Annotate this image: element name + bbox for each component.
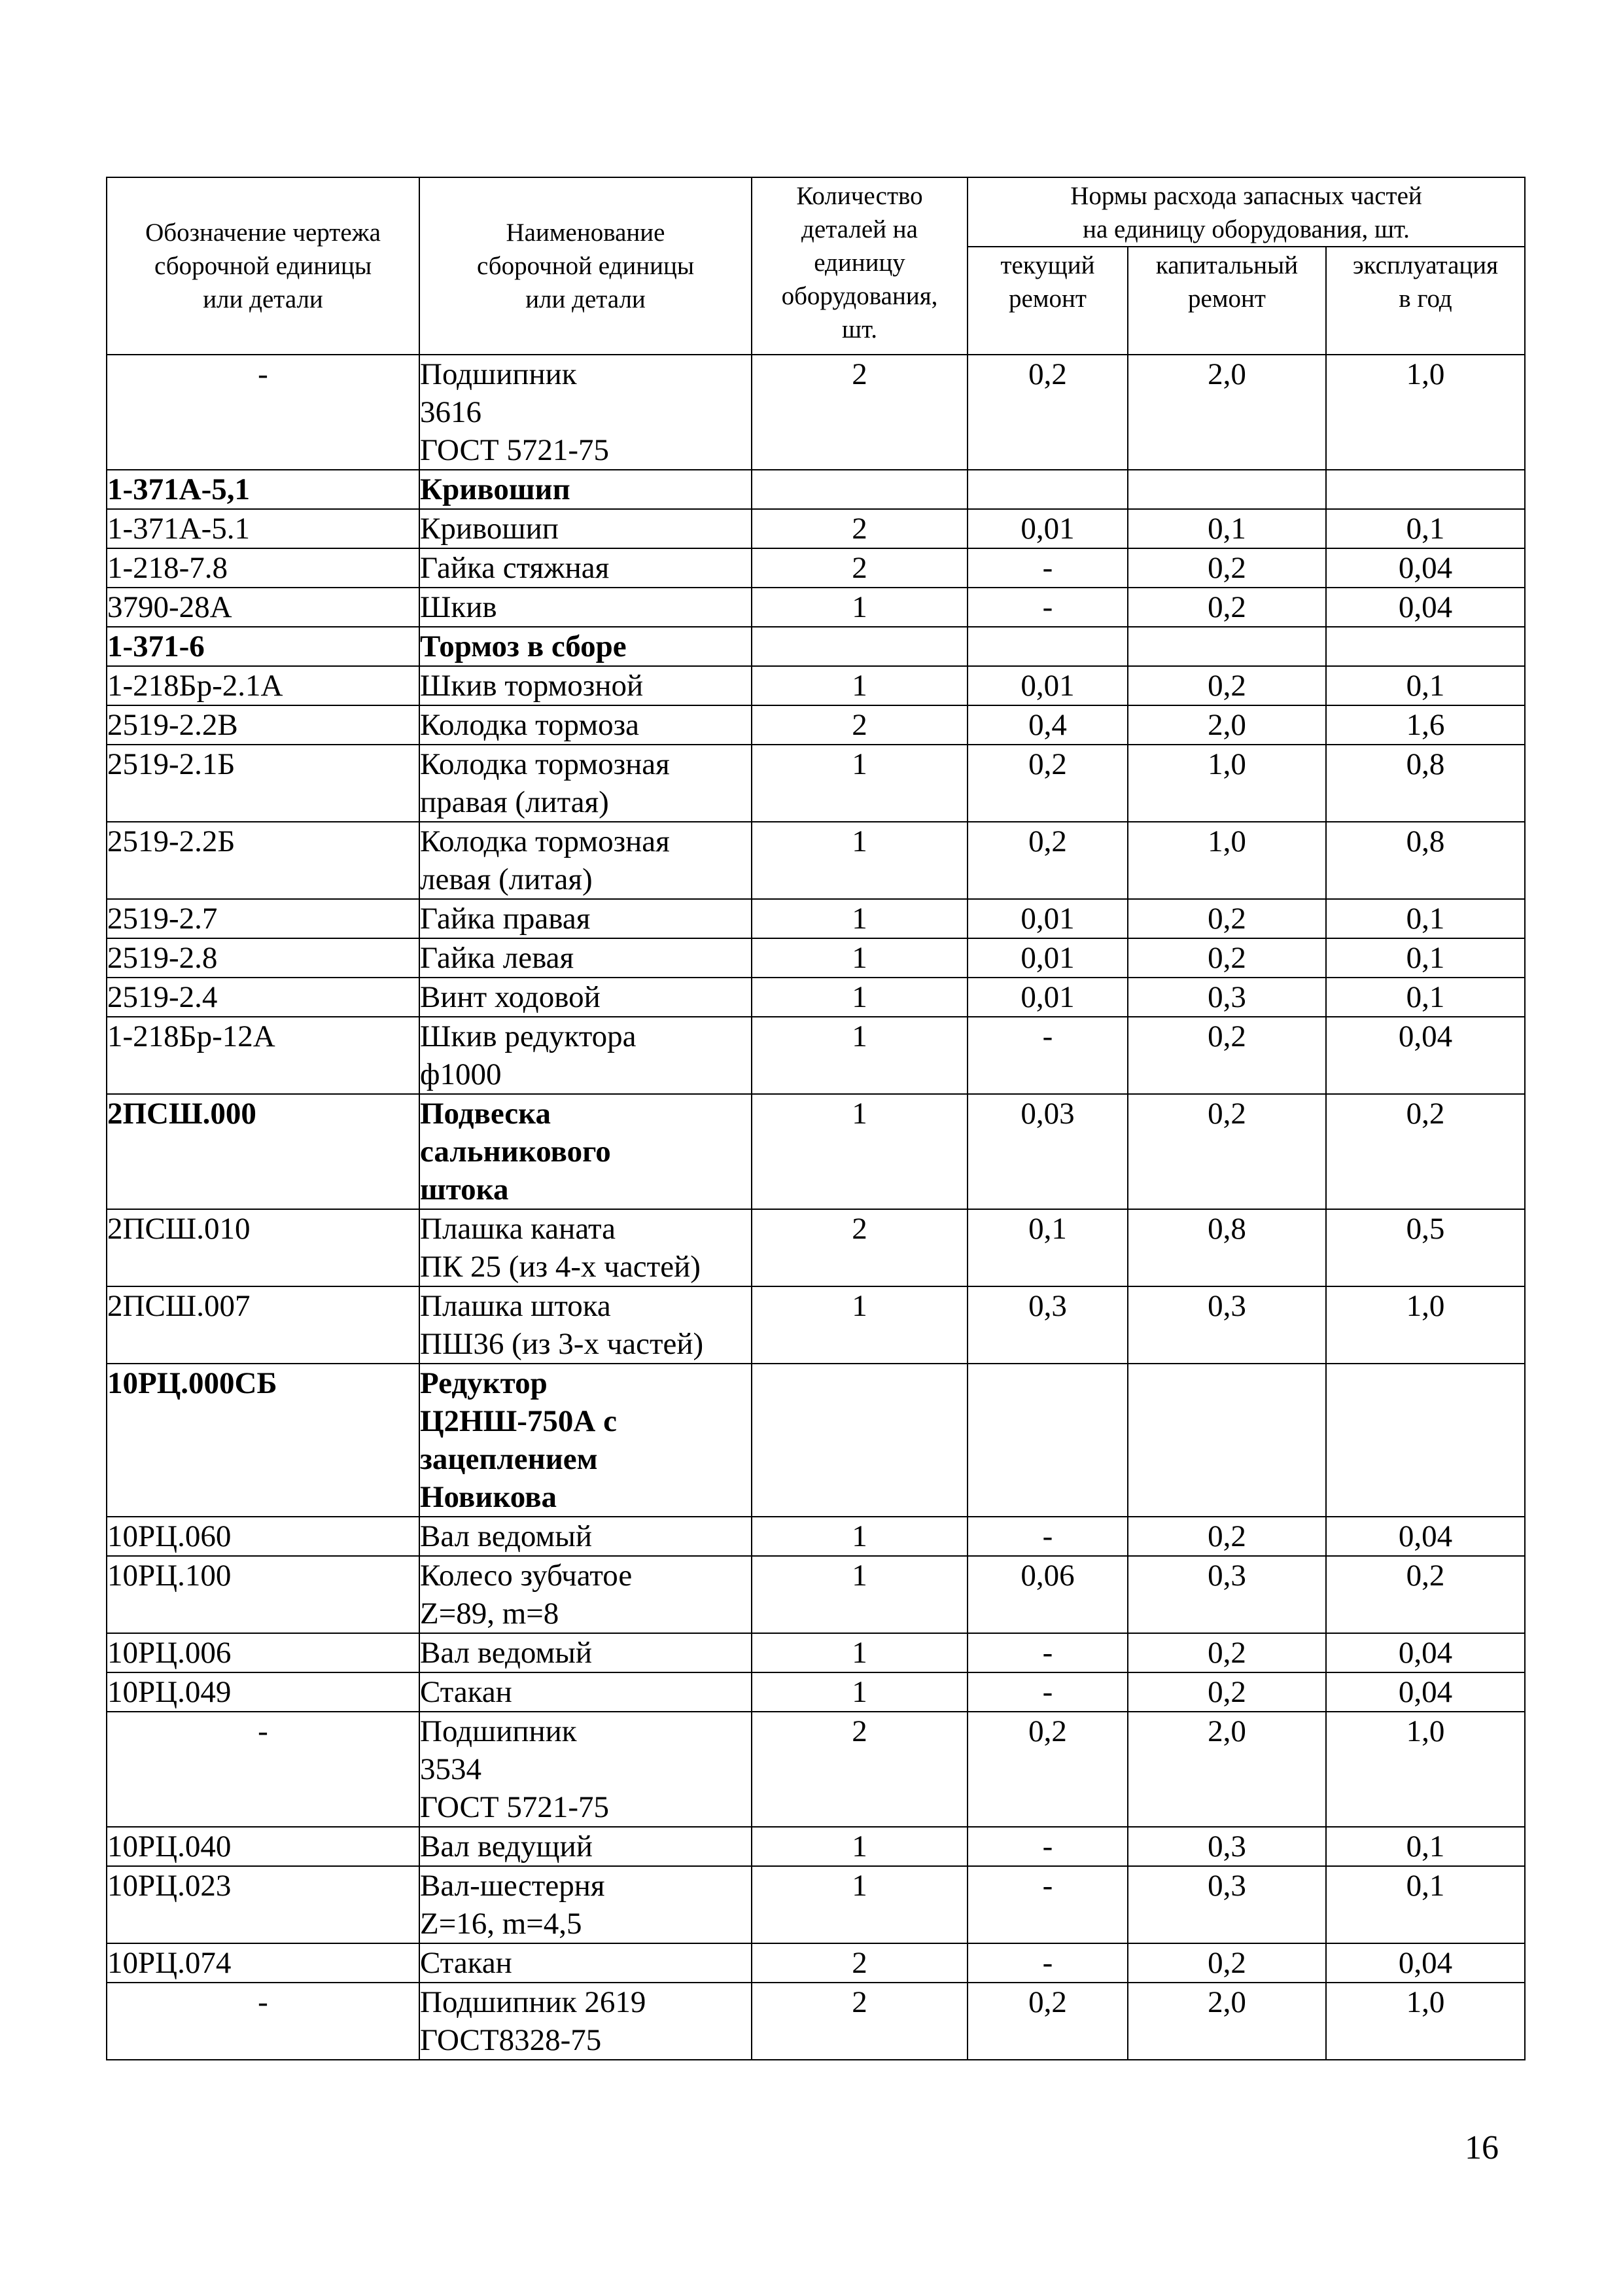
spare-parts-table xyxy=(106,177,1526,2060)
cell-designation: 10РЦ.049 xyxy=(107,1672,419,1712)
cell-name-line: Вал-шестерня xyxy=(420,1869,605,1903)
cell-operation-per-year: 0,2 xyxy=(1326,1556,1525,1633)
cell-capital-repair: 0,2 xyxy=(1128,1017,1326,1094)
cell-operation-per-year: 0,04 xyxy=(1326,1633,1525,1672)
table-row xyxy=(107,1556,1525,1633)
cell-name-line: Z=89, m=8 xyxy=(420,1597,559,1631)
cell-capital-repair: 0,2 xyxy=(1128,548,1326,588)
header-name: Наименование сборочной единицы или детали xyxy=(419,177,752,355)
cell-capital-repair: 0,1 xyxy=(1128,509,1326,548)
cell-name-line: Стакан xyxy=(420,1946,512,1980)
cell-current-repair: - xyxy=(968,548,1128,588)
table-row xyxy=(107,470,1525,509)
cell-quantity: 1 xyxy=(752,588,968,627)
cell-name-line: ГОСТ 5721-75 xyxy=(420,433,609,467)
cell-capital-repair xyxy=(1128,470,1326,509)
cell-name xyxy=(419,745,752,822)
cell-designation: - xyxy=(107,355,419,470)
cell-capital-repair: 0,8 xyxy=(1128,1209,1326,1286)
cell-name xyxy=(419,1712,752,1827)
cell-designation: 2519-2.7 xyxy=(107,899,419,938)
cell-operation-per-year: 1,0 xyxy=(1326,1286,1525,1364)
cell-designation: 10РЦ.060 xyxy=(107,1517,419,1556)
cell-name-line: Гайка стяжная xyxy=(420,551,610,585)
cell-capital-repair: 0,2 xyxy=(1128,1672,1326,1712)
cell-name-line: Винт ходовой xyxy=(420,980,601,1014)
table-row xyxy=(107,355,1525,470)
table-row xyxy=(107,509,1525,548)
cell-name xyxy=(419,978,752,1017)
table-row xyxy=(107,1983,1525,2060)
table-row xyxy=(107,1364,1525,1517)
cell-name-line: Плашка штока xyxy=(420,1289,611,1323)
cell-designation: 3790-28А xyxy=(107,588,419,627)
cell-designation: 10РЦ.023 xyxy=(107,1866,419,1943)
cell-name xyxy=(419,1286,752,1364)
cell-current-repair: 0,2 xyxy=(968,355,1128,470)
cell-name-line: левая (литая) xyxy=(420,862,593,896)
cell-name xyxy=(419,899,752,938)
cell-capital-repair: 0,3 xyxy=(1128,1827,1326,1866)
cell-designation: 10РЦ.006 xyxy=(107,1633,419,1672)
cell-name xyxy=(419,705,752,745)
cell-quantity: 1 xyxy=(752,1633,968,1672)
cell-designation: 2ПСШ.000 xyxy=(107,1094,419,1209)
cell-designation: 1-218Бр-2.1А xyxy=(107,666,419,705)
cell-operation-per-year xyxy=(1326,627,1525,666)
cell-capital-repair: 0,2 xyxy=(1128,666,1326,705)
table-row xyxy=(107,745,1525,822)
cell-name xyxy=(419,355,752,470)
cell-current-repair: - xyxy=(968,588,1128,627)
table-row xyxy=(107,1943,1525,1983)
cell-operation-per-year: 0,8 xyxy=(1326,822,1525,899)
table-header xyxy=(107,177,1525,355)
cell-quantity: 2 xyxy=(752,1712,968,1827)
cell-designation: 2519-2.2Б xyxy=(107,822,419,899)
cell-quantity: 1 xyxy=(752,1672,968,1712)
cell-current-repair: - xyxy=(968,1517,1128,1556)
cell-designation: - xyxy=(107,1712,419,1827)
cell-capital-repair: 0,2 xyxy=(1128,1633,1326,1672)
cell-capital-repair: 2,0 xyxy=(1128,1712,1326,1827)
cell-current-repair: 0,01 xyxy=(968,978,1128,1017)
cell-name-line: 3534 xyxy=(420,1752,481,1786)
cell-name-line: Вал ведущий xyxy=(420,1829,593,1863)
cell-current-repair: 0,2 xyxy=(968,745,1128,822)
cell-capital-repair: 0,3 xyxy=(1128,1866,1326,1943)
header-quantity: Количество деталей на единицу оборудования, шт. xyxy=(752,177,968,355)
cell-name-line: сальникового xyxy=(420,1135,611,1169)
cell-current-repair: 0,1 xyxy=(968,1209,1128,1286)
cell-name xyxy=(419,1827,752,1866)
cell-current-repair: 0,2 xyxy=(968,822,1128,899)
cell-operation-per-year xyxy=(1326,1364,1525,1517)
cell-name-line: Подшипник xyxy=(420,1714,577,1748)
cell-current-repair: - xyxy=(968,1672,1128,1712)
table-row xyxy=(107,1866,1525,1943)
table-row xyxy=(107,822,1525,899)
page-number: 16 xyxy=(1465,2129,1499,2166)
cell-quantity: 1 xyxy=(752,899,968,938)
cell-name-line: ф1000 xyxy=(420,1057,502,1091)
cell-name xyxy=(419,938,752,978)
table-row xyxy=(107,1286,1525,1364)
cell-designation: 2519-2.2В xyxy=(107,705,419,745)
cell-quantity: 1 xyxy=(752,978,968,1017)
cell-name xyxy=(419,627,752,666)
table-row xyxy=(107,1094,1525,1209)
cell-current-repair xyxy=(968,470,1128,509)
cell-name xyxy=(419,1672,752,1712)
cell-operation-per-year: 0,04 xyxy=(1326,548,1525,588)
cell-name xyxy=(419,1556,752,1633)
cell-operation-per-year: 0,5 xyxy=(1326,1209,1525,1286)
cell-quantity xyxy=(752,470,968,509)
cell-name-line: Вал ведомый xyxy=(420,1519,592,1553)
cell-quantity: 1 xyxy=(752,822,968,899)
cell-quantity: 1 xyxy=(752,666,968,705)
cell-quantity: 1 xyxy=(752,1286,968,1364)
cell-designation: 1-218Бр-12А xyxy=(107,1017,419,1094)
cell-operation-per-year: 1,0 xyxy=(1326,1983,1525,2060)
cell-name xyxy=(419,1633,752,1672)
cell-operation-per-year: 0,04 xyxy=(1326,1672,1525,1712)
cell-capital-repair: 2,0 xyxy=(1128,355,1326,470)
cell-current-repair xyxy=(968,627,1128,666)
cell-capital-repair: 0,3 xyxy=(1128,1286,1326,1364)
cell-operation-per-year: 0,04 xyxy=(1326,1017,1525,1094)
cell-quantity: 2 xyxy=(752,1943,968,1983)
cell-name-line: ГОСТ8328-75 xyxy=(420,2023,602,2057)
cell-quantity: 1 xyxy=(752,745,968,822)
cell-current-repair: - xyxy=(968,1943,1128,1983)
table-body xyxy=(107,355,1525,2060)
cell-name-line: зацеплением xyxy=(420,1442,598,1476)
table-row xyxy=(107,627,1525,666)
cell-quantity: 1 xyxy=(752,938,968,978)
cell-operation-per-year: 1,0 xyxy=(1326,355,1525,470)
cell-designation: 1-218-7.8 xyxy=(107,548,419,588)
cell-designation: 2ПСШ.007 xyxy=(107,1286,419,1364)
table-row xyxy=(107,666,1525,705)
cell-quantity: 1 xyxy=(752,1556,968,1633)
cell-current-repair: - xyxy=(968,1827,1128,1866)
cell-operation-per-year xyxy=(1326,470,1525,509)
cell-quantity: 2 xyxy=(752,355,968,470)
cell-designation: - xyxy=(107,1983,419,2060)
cell-current-repair: - xyxy=(968,1017,1128,1094)
cell-operation-per-year: 0,04 xyxy=(1326,1517,1525,1556)
header-norms: Нормы расхода запасных частей на единицу оборудования, шт. xyxy=(968,177,1525,247)
cell-name-line: Гайка правая xyxy=(420,902,591,936)
cell-capital-repair: 2,0 xyxy=(1128,1983,1326,2060)
cell-name-line: Стакан xyxy=(420,1675,512,1709)
cell-quantity xyxy=(752,627,968,666)
table-row xyxy=(107,588,1525,627)
cell-capital-repair: 0,2 xyxy=(1128,1517,1326,1556)
cell-name-line: Шкив тормозной xyxy=(420,669,644,703)
table-row xyxy=(107,548,1525,588)
cell-designation: 1-371-6 xyxy=(107,627,419,666)
cell-quantity: 1 xyxy=(752,1827,968,1866)
header-designation: Обозначение чертежа сборочной единицы или детали xyxy=(107,177,419,355)
cell-current-repair xyxy=(968,1364,1128,1517)
table-row xyxy=(107,1672,1525,1712)
cell-current-repair: 0,4 xyxy=(968,705,1128,745)
cell-quantity xyxy=(752,1364,968,1517)
cell-capital-repair: 0,2 xyxy=(1128,1094,1326,1209)
cell-operation-per-year: 0,1 xyxy=(1326,666,1525,705)
cell-name xyxy=(419,548,752,588)
cell-name-line: Подвеска xyxy=(420,1097,551,1131)
cell-quantity: 2 xyxy=(752,705,968,745)
cell-capital-repair xyxy=(1128,627,1326,666)
cell-name-line: штока xyxy=(420,1173,509,1207)
cell-quantity: 1 xyxy=(752,1866,968,1943)
cell-designation: 2519-2.1Б xyxy=(107,745,419,822)
table-row xyxy=(107,705,1525,745)
cell-operation-per-year: 1,6 xyxy=(1326,705,1525,745)
cell-name xyxy=(419,1094,752,1209)
cell-name-line: Шкив редуктора xyxy=(420,1019,637,1053)
cell-name-line: Плашка каната xyxy=(420,1212,616,1246)
cell-current-repair: 0,01 xyxy=(968,899,1128,938)
table-row xyxy=(107,938,1525,978)
cell-name xyxy=(419,1943,752,1983)
cell-name xyxy=(419,509,752,548)
table-row xyxy=(107,978,1525,1017)
cell-name-line: Z=16, m=4,5 xyxy=(420,1907,582,1941)
cell-capital-repair: 2,0 xyxy=(1128,705,1326,745)
cell-designation: 1-371А-5,1 xyxy=(107,470,419,509)
cell-name-line: Колодка тормозная xyxy=(420,824,670,858)
cell-capital-repair: 0,2 xyxy=(1128,938,1326,978)
cell-name-line: правая (литая) xyxy=(420,785,609,819)
cell-current-repair: 0,2 xyxy=(968,1712,1128,1827)
cell-name-line: Шкив xyxy=(420,590,497,624)
cell-operation-per-year: 0,1 xyxy=(1326,1866,1525,1943)
cell-name-line: Кривошип xyxy=(420,472,570,506)
cell-name xyxy=(419,1017,752,1094)
table-row xyxy=(107,1517,1525,1556)
cell-operation-per-year: 0,1 xyxy=(1326,938,1525,978)
cell-quantity: 2 xyxy=(752,1209,968,1286)
cell-name-line: Редуктор xyxy=(420,1366,548,1400)
cell-name xyxy=(419,1983,752,2060)
cell-name-line: Вал ведомый xyxy=(420,1636,592,1670)
cell-current-repair: 0,2 xyxy=(968,1983,1128,2060)
cell-name xyxy=(419,822,752,899)
cell-current-repair: 0,3 xyxy=(968,1286,1128,1364)
cell-current-repair: 0,03 xyxy=(968,1094,1128,1209)
cell-current-repair: 0,06 xyxy=(968,1556,1128,1633)
cell-capital-repair: 0,2 xyxy=(1128,899,1326,938)
cell-quantity: 2 xyxy=(752,509,968,548)
cell-quantity: 2 xyxy=(752,1983,968,2060)
cell-quantity: 2 xyxy=(752,548,968,588)
cell-name-line: Новикова xyxy=(420,1480,557,1514)
cell-name xyxy=(419,588,752,627)
cell-operation-per-year: 0,2 xyxy=(1326,1094,1525,1209)
cell-operation-per-year: 1,0 xyxy=(1326,1712,1525,1827)
cell-quantity: 1 xyxy=(752,1517,968,1556)
cell-name-line: ПК 25 (из 4-х частей) xyxy=(420,1250,701,1284)
cell-name-line: ГОСТ 5721-75 xyxy=(420,1790,609,1824)
cell-name xyxy=(419,1209,752,1286)
cell-name xyxy=(419,1364,752,1517)
header-capital-repair: капитальный ремонт xyxy=(1128,247,1326,355)
header-operation-per-year: эксплуатация в год xyxy=(1326,247,1525,355)
table-row xyxy=(107,1209,1525,1286)
cell-capital-repair xyxy=(1128,1364,1326,1517)
table-row xyxy=(107,899,1525,938)
cell-operation-per-year: 0,8 xyxy=(1326,745,1525,822)
cell-name-line: Подшипник 2619 xyxy=(420,1985,646,2019)
header-current-repair: текущий ремонт xyxy=(968,247,1128,355)
cell-capital-repair: 0,2 xyxy=(1128,1943,1326,1983)
cell-operation-per-year: 0,1 xyxy=(1326,1827,1525,1866)
cell-name-line: Гайка левая xyxy=(420,941,574,975)
table-row xyxy=(107,1633,1525,1672)
cell-name xyxy=(419,470,752,509)
table-row xyxy=(107,1827,1525,1866)
table-row xyxy=(107,1017,1525,1094)
cell-name xyxy=(419,666,752,705)
table-row xyxy=(107,1712,1525,1827)
cell-operation-per-year: 0,1 xyxy=(1326,509,1525,548)
cell-designation: 10РЦ.100 xyxy=(107,1556,419,1633)
cell-name-line: Колодка тормозная xyxy=(420,747,670,781)
cell-capital-repair: 0,3 xyxy=(1128,1556,1326,1633)
cell-name xyxy=(419,1517,752,1556)
cell-designation: 2519-2.8 xyxy=(107,938,419,978)
cell-designation: 1-371А-5.1 xyxy=(107,509,419,548)
cell-name-line: Тормоз в сборе xyxy=(420,629,627,663)
cell-designation: 10РЦ.040 xyxy=(107,1827,419,1866)
cell-quantity: 1 xyxy=(752,1094,968,1209)
cell-operation-per-year: 0,1 xyxy=(1326,978,1525,1017)
cell-quantity: 1 xyxy=(752,1017,968,1094)
cell-name-line: Подшипник xyxy=(420,357,577,391)
cell-designation: 10РЦ.000СБ xyxy=(107,1364,419,1517)
cell-operation-per-year: 0,04 xyxy=(1326,588,1525,627)
cell-operation-per-year: 0,04 xyxy=(1326,1943,1525,1983)
cell-current-repair: 0,01 xyxy=(968,509,1128,548)
cell-designation: 10РЦ.074 xyxy=(107,1943,419,1983)
cell-designation: 2ПСШ.010 xyxy=(107,1209,419,1286)
cell-name-line: Кривошип xyxy=(420,512,559,546)
cell-operation-per-year: 0,1 xyxy=(1326,899,1525,938)
cell-capital-repair: 0,2 xyxy=(1128,588,1326,627)
cell-name-line: Колодка тормоза xyxy=(420,708,640,742)
cell-name-line: Ц2НШ-750А с xyxy=(420,1404,617,1438)
cell-designation: 2519-2.4 xyxy=(107,978,419,1017)
cell-name-line: ПШ36 (из 3-х частей) xyxy=(420,1327,704,1361)
cell-capital-repair: 1,0 xyxy=(1128,822,1326,899)
cell-current-repair: - xyxy=(968,1633,1128,1672)
cell-name xyxy=(419,1866,752,1943)
cell-capital-repair: 0,3 xyxy=(1128,978,1326,1017)
cell-current-repair: 0,01 xyxy=(968,938,1128,978)
cell-name-line: 3616 xyxy=(420,395,481,429)
cell-current-repair: - xyxy=(968,1866,1128,1943)
cell-capital-repair: 1,0 xyxy=(1128,745,1326,822)
cell-current-repair: 0,01 xyxy=(968,666,1128,705)
cell-name-line: Колесо зубчатое xyxy=(420,1559,633,1593)
